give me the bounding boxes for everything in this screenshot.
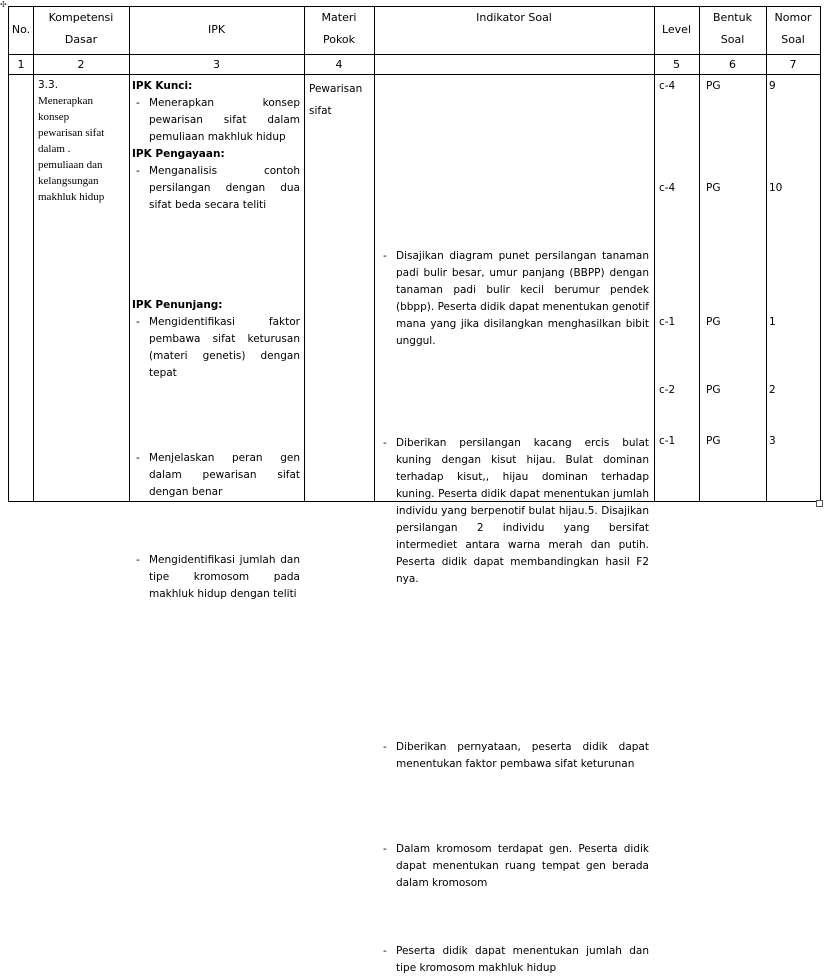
ipk-cell (132, 78, 300, 214)
header-nomor-soal (766, 7, 820, 51)
kd-text-line: dalam . (38, 143, 71, 155)
ipk-penunjang-item-2 (132, 450, 300, 501)
header-materi-line2: Pokok (322, 33, 356, 46)
dash-bullet: - (383, 945, 387, 957)
nomor-3: 1 (769, 316, 776, 328)
ipk-penunjang-item-3 (132, 552, 300, 603)
ipk-penunjang-text: Mengidentifikasi faktor pembawa sifat keturusan (materi genetis) dengan tepat (149, 316, 300, 379)
kd-text-line: makhluk hidup (38, 191, 105, 203)
indikator-text: Disajikan diagram punet persilangan tanaman padi bulir besar, umur panjang (BBPP) dengan tanaman padi bulir kecil berumur pendek (bbpp). Peserta didik dapat menentukan genotif mana yang jika disilangkan menghasilkan bibit unggul. (396, 250, 649, 347)
indikator-item-4 (379, 841, 649, 892)
bentuk-2: PG (706, 182, 721, 194)
ipk-pengayaan-title: IPK Pengayaan: (132, 148, 225, 160)
dash-bullet: - (383, 843, 387, 855)
col-number-5: 5 (673, 58, 680, 71)
table-resize-handle-icon[interactable] (816, 500, 823, 507)
nomor-1: 9 (769, 80, 776, 92)
col-number-4: 4 (335, 58, 343, 71)
ipk-penunjang-text: Menjelaskan peran gen dalam pewarisan sifat dengan benar (149, 452, 300, 498)
header-bentuk-line1: Bentuk (713, 11, 752, 24)
header-materi-pokok (304, 7, 374, 51)
kd-text-line: Menerapkan (38, 95, 93, 107)
header-ipk: IPK (207, 23, 226, 36)
indikator-item-5 (379, 943, 649, 977)
bentuk-4: PG (706, 384, 721, 396)
indikator-item-3 (379, 739, 649, 773)
col-number-6: 6 (729, 58, 736, 71)
header-kompetensi-dasar (33, 7, 129, 51)
kd-text-line: konsep (38, 111, 70, 123)
kd-text (38, 93, 126, 205)
header-bentuk-line2: Soal (720, 33, 745, 46)
ipk-kunci-text: Menerapkan konsep pewarisan sifat dalam pemuliaan makhluk hidup (149, 97, 300, 143)
dash-bullet: - (136, 97, 140, 109)
indikator-text: Dalam kromosom terdapat gen. Peserta didik dapat menentukan ruang tempat gen berada dalam kromosom (396, 843, 649, 889)
header-bentuk-soal (699, 7, 766, 51)
col-number-1: 1 (17, 58, 25, 71)
ipk-pengayaan-item (132, 163, 300, 214)
table-move-handle-icon[interactable]: ✣ (0, 0, 7, 9)
nomor-4: 2 (769, 384, 776, 396)
header-kd-line2: Dasar (64, 33, 98, 46)
bentuk-3: PG (706, 316, 721, 328)
col-number-2: 2 (77, 58, 85, 71)
ipk-kunci-item (132, 95, 300, 146)
kd-text-line: kelangsungan (38, 175, 99, 187)
ipk-pengayaan-text: Menganalisis contoh persilangan dengan dua sifat beda secara teliti (149, 165, 300, 211)
header-kd-line1: Kompetensi (48, 11, 114, 24)
header-indikator-soal: Indikator Soal (476, 11, 552, 24)
indikator-item-1 (379, 248, 649, 350)
header-nomor-line2: Soal (781, 33, 805, 46)
materi-line: sifat (309, 105, 332, 117)
ipk-kunci-title: IPK Kunci: (132, 80, 193, 92)
dash-bullet: - (136, 452, 140, 464)
materi-line: Pewarisan (309, 83, 363, 95)
level-5: c-1 (659, 435, 676, 447)
level-4: c-2 (659, 384, 676, 396)
ipk-penunjang-title: IPK Penunjang: (132, 299, 223, 311)
indikator-text: Diberikan persilangan kacang ercis bulat kuning dengan kisut hijau. Bulat dominan terhadap kisut,, hijau dominan terhadap kuning. Peserta didik dapat menentukan jumlah individu yang berpenotif bulat hijau.5. Disajikan persilangan 2 individu yang bersifat intermediet antara warna merah dan putih. Peserta didik dapat membandingkan hasil F2 nya. (396, 437, 649, 585)
kd-text-line: pewarisan sifat (38, 127, 105, 139)
indikator-item-2 (379, 435, 649, 588)
col-number-7: 7 (789, 58, 797, 71)
header-nomor-line1: Nomor (774, 11, 812, 24)
bentuk-1: PG (706, 80, 721, 92)
level-1: c-4 (659, 80, 676, 92)
kd-cell (38, 78, 126, 205)
ipk-penunjang-text: Mengidentifikasi jumlah dan tipe kromosom pada makhluk hidup dengan teliti (149, 554, 300, 600)
dash-bullet: - (136, 554, 140, 566)
kisi-kisi-table (8, 6, 821, 974)
level-3: c-1 (659, 316, 676, 328)
kd-text-line: pemuliaan dan (38, 159, 103, 171)
indikator-text: Peserta didik dapat menentukan jumlah dan tipe kromosom makhluk hidup (396, 945, 649, 974)
dash-bullet: - (383, 250, 387, 262)
kd-code: 3.3. (38, 79, 59, 91)
dash-bullet: - (383, 741, 387, 753)
level-2: c-4 (659, 182, 676, 194)
dash-bullet: - (383, 437, 387, 449)
nomor-5: 3 (769, 435, 776, 447)
dash-bullet: - (136, 165, 140, 177)
dash-bullet: - (136, 316, 140, 328)
header-level: Level (661, 23, 692, 36)
materi-pokok-cell (309, 78, 371, 122)
nomor-2: 10 (769, 182, 783, 194)
header-materi-line1: Materi (321, 11, 357, 24)
header-no: No. (11, 23, 31, 36)
ipk-penunjang-item-1 (132, 314, 300, 382)
col-number-3: 3 (213, 58, 220, 71)
bentuk-5: PG (706, 435, 721, 447)
indikator-text: Diberikan pernyataan, peserta didik dapat menentukan faktor pembawa sifat keturunan (396, 741, 649, 770)
